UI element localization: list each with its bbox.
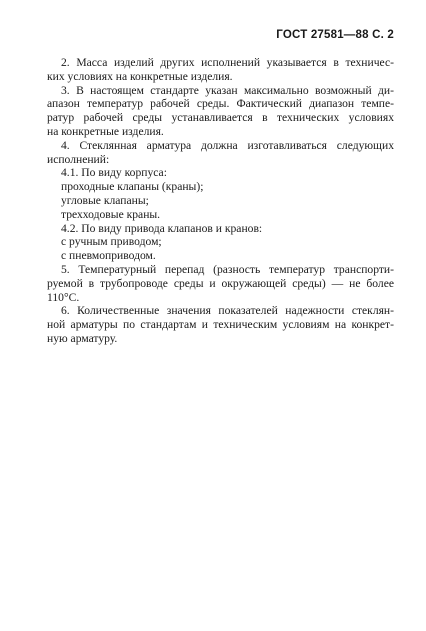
list-body-type — [47, 166, 394, 221]
paragraph-5-line-3: 110°С. — [47, 290, 80, 304]
list-item: с ручным приводом; — [61, 235, 162, 249]
paragraph-2 — [47, 56, 394, 84]
paragraph-5-line-1: 5. Температурный перепад (разность температур транспорти- — [61, 262, 394, 276]
list-item: угловые клапаны; — [61, 193, 149, 207]
list-drive-type — [47, 222, 394, 263]
page-header-standard-ref: ГОСТ 27581—88 С. 2 — [276, 29, 394, 41]
paragraph-3-line-2: апазон температур рабочей среды. Фактический диапазон темпе- — [47, 97, 394, 111]
paragraph-6 — [47, 304, 394, 345]
list-body-type-heading: 4.1. По виду корпуса: — [61, 166, 167, 180]
list-drive-type-heading: 4.2. По виду привода клапанов и кранов: — [61, 221, 263, 235]
paragraph-6-line-1: 6. Количественные значения показателей надежности стеклян- — [61, 304, 394, 318]
list-item: трехходовые краны. — [61, 207, 161, 221]
paragraph-3-line-4: на конкретные изделия. — [47, 124, 164, 138]
paragraph-5 — [47, 263, 394, 304]
paragraph-5-line-2: руемой в трубопроводе среды и окружающей среды) — не более — [47, 276, 394, 290]
paragraph-2-line-1: 2. Масса изделий других исполнений указывается в техничес- — [61, 56, 394, 69]
paragraph-4-line-1: 4. Стеклянная арматура должна изготавливаться следующих — [61, 138, 394, 152]
paragraph-4 — [47, 139, 394, 167]
paragraph-3 — [47, 84, 394, 139]
document-body — [47, 56, 394, 346]
paragraph-3-line-3: ратур рабочей среды устанавливается в технических условиях — [47, 111, 394, 125]
paragraph-2-line-2: ких условиях на конкретные изделия. — [47, 69, 233, 83]
paragraph-6-line-3: ную арматуру. — [47, 331, 118, 345]
list-item: проходные клапаны (краны); — [61, 180, 204, 194]
paragraph-6-line-2: ной арматуры по стандартам и техническим условиям на конкрет- — [47, 318, 394, 332]
paragraph-4-line-2: исполнений: — [47, 152, 110, 166]
list-item: с пневмоприводом. — [61, 249, 156, 263]
paragraph-3-line-1: 3. В настоящем стандарте указан максимально возможный ди- — [61, 83, 394, 97]
